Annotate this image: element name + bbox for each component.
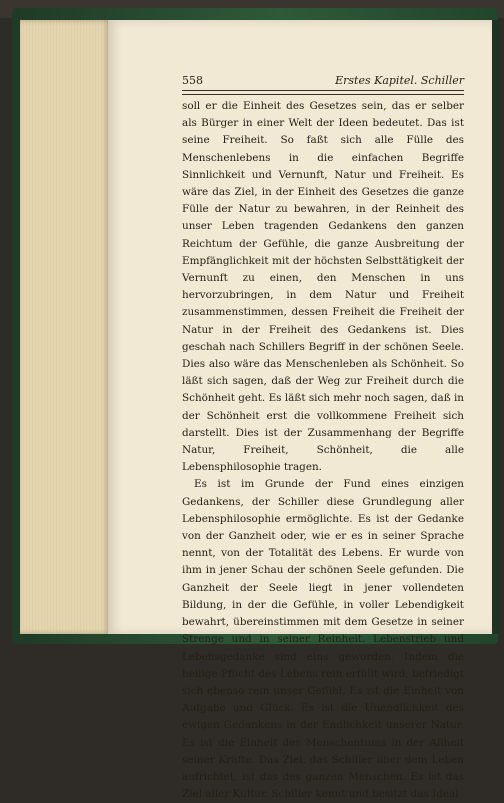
book-page [108, 20, 492, 801]
page-number: 558 [182, 74, 203, 87]
body-text [182, 98, 464, 803]
book-spine-edge [492, 20, 500, 634]
page-edges [20, 20, 110, 634]
paragraph: soll er die Einheit des Gesetzes sein, das er selber als Bürger in einer Welt der Ideen bedeutet. Das ist seine Freiheit. So faßt sich alle Fülle des Menschenlebens in die einfachen Begriffe Sinnlichkeit und Vernunft, Natur und Freiheit. Es wäre das Ziel, in der Einheit des Gesetzes die ganze Fülle der Natur zu bewahren, in der Reinheit des unser Leben tragenden Gedankens den ganzen Reichtum der Gefühle, die ganze Ausbreitung der Empfänglichkeit mit der höchsten Selbsttätigkeit der Vernunft zu einen, den Menschen in uns hervorzubringen, in dem Natur und Freiheit zusammenstimmen, dessen Freiheit die Freiheit der Natur in der Freiheit des Gedankens ist. Dies geschah nach Schillers Begriff in der schönen Seele. Dies also wäre das Menschenleben als Schönheit. So läßt sich sagen, daß der Weg zur Freiheit durch die Schönheit geht. Es läßt sich mehr noch sagen, daß in der Schönheit erst die vollkommene Freiheit sich darstellt. Dies ist der Zusammenhang der Begriffe Natur, Freiheit, Schönheit, die alle Lebensphilosophie tragen. [182, 100, 464, 474]
header-rule [182, 90, 464, 95]
running-title: Erstes Kapitel. Schiller [335, 74, 464, 87]
paragraph: Es ist im Grunde der Fund eines einzigen Gedankens, der Schiller diese Grundlegung aller Lebensphilosophie ermöglichte. Es ist der Gedanke von der Ganzheit oder, wie er es in seiner Sprache nennt, von der Totalität des Lebens. Er wurde von ihm in jener Schau der schönen Seele gefunden. Die Ganzheit der Seele liegt in jener vollendeten Bildung, in der die Gefühle, in voller Lebendigkeit bewahrt, übereinstimmen mit dem Gesetze in seiner Strenge und in seiner Reinheit. Lebenstrieb und Lebensgedanke sind eins geworden. Indem die heilige Pflicht des Lebens rein erfüllt wird, befriedigt sich ebenso rein unser Gefühl. Es ist die Einheit von Aufgabe und Glück. Es ist die Unendlichkeit des ewigen Gedankens in der Endlichkeit unserer Natur. Es ist die Einheit des Menschentums in der Allheit seiner Kräfte. Das Ziel, das Schiller über dem Leben aufrichtet, ist das des ganzen Menschen. Es ist das Ziel aller Kultur. Schiller kennt und besitzt das Ideal [182, 478, 464, 801]
